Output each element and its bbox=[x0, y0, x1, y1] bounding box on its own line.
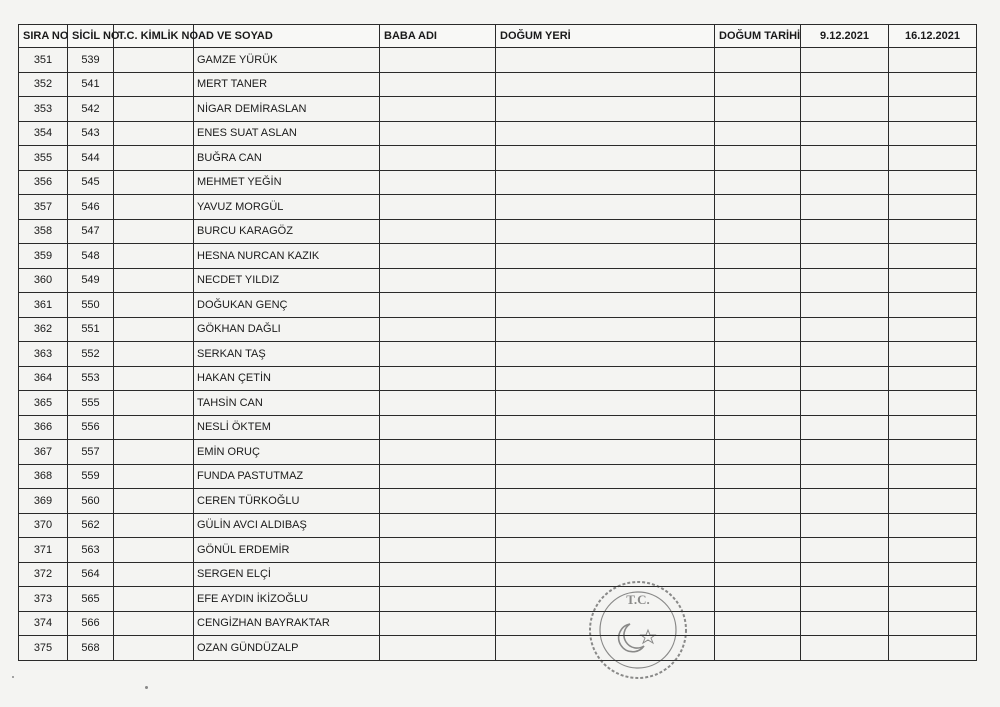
cell-baba-adi bbox=[380, 587, 496, 612]
cell-date-2 bbox=[889, 121, 977, 146]
cell-tc-kimlik-no bbox=[114, 538, 194, 563]
cell-baba-adi bbox=[380, 415, 496, 440]
cell-sicil-no: 563 bbox=[68, 538, 114, 563]
cell-dogum-tarihi bbox=[715, 440, 801, 465]
cell-dogum-tarihi bbox=[715, 391, 801, 416]
table-row bbox=[19, 440, 977, 465]
cell-sira-no: 364 bbox=[19, 366, 68, 391]
cell-date-1 bbox=[801, 611, 889, 636]
cell-baba-adi bbox=[380, 611, 496, 636]
attendance-table bbox=[18, 24, 977, 661]
cell-ad-soyad: BUĞRA CAN bbox=[194, 146, 380, 171]
table-row bbox=[19, 489, 977, 514]
cell-baba-adi bbox=[380, 317, 496, 342]
cell-date-1 bbox=[801, 464, 889, 489]
cell-dogum-tarihi bbox=[715, 72, 801, 97]
header-tc-kimlik-no: T.C. KİMLİK NO bbox=[114, 25, 194, 48]
header-ad-soyad: AD VE SOYAD bbox=[194, 25, 380, 48]
cell-dogum-tarihi bbox=[715, 121, 801, 146]
cell-sicil-no: 559 bbox=[68, 464, 114, 489]
table-row bbox=[19, 587, 977, 612]
cell-date-2 bbox=[889, 464, 977, 489]
cell-baba-adi bbox=[380, 195, 496, 220]
cell-sira-no: 368 bbox=[19, 464, 68, 489]
cell-ad-soyad: CEREN TÜRKOĞLU bbox=[194, 489, 380, 514]
cell-date-2 bbox=[889, 562, 977, 587]
cell-date-2 bbox=[889, 513, 977, 538]
cell-dogum-yeri bbox=[496, 219, 715, 244]
cell-sicil-no: 544 bbox=[68, 146, 114, 171]
table-row bbox=[19, 464, 977, 489]
cell-sicil-no: 564 bbox=[68, 562, 114, 587]
cell-tc-kimlik-no bbox=[114, 219, 194, 244]
cell-baba-adi bbox=[380, 146, 496, 171]
cell-tc-kimlik-no bbox=[114, 513, 194, 538]
cell-tc-kimlik-no bbox=[114, 636, 194, 661]
cell-tc-kimlik-no bbox=[114, 48, 194, 73]
cell-dogum-tarihi bbox=[715, 489, 801, 514]
cell-tc-kimlik-no bbox=[114, 268, 194, 293]
cell-ad-soyad: ENES SUAT ASLAN bbox=[194, 121, 380, 146]
cell-date-1 bbox=[801, 48, 889, 73]
cell-dogum-yeri bbox=[496, 170, 715, 195]
table-row bbox=[19, 391, 977, 416]
print-speck bbox=[145, 686, 148, 689]
cell-tc-kimlik-no bbox=[114, 464, 194, 489]
table-row bbox=[19, 268, 977, 293]
table-row bbox=[19, 146, 977, 171]
table-row bbox=[19, 513, 977, 538]
cell-ad-soyad: SERGEN ELÇİ bbox=[194, 562, 380, 587]
cell-sira-no: 351 bbox=[19, 48, 68, 73]
cell-sira-no: 375 bbox=[19, 636, 68, 661]
table-row bbox=[19, 317, 977, 342]
print-speck bbox=[12, 676, 14, 678]
cell-sira-no: 371 bbox=[19, 538, 68, 563]
cell-dogum-yeri bbox=[496, 293, 715, 318]
table-row bbox=[19, 48, 977, 73]
cell-baba-adi bbox=[380, 464, 496, 489]
table-row bbox=[19, 366, 977, 391]
cell-date-2 bbox=[889, 195, 977, 220]
cell-date-1 bbox=[801, 440, 889, 465]
header-date-2: 16.12.2021 bbox=[889, 25, 977, 48]
cell-dogum-tarihi bbox=[715, 415, 801, 440]
cell-ad-soyad: HESNA NURCAN KAZIK bbox=[194, 244, 380, 269]
cell-date-2 bbox=[889, 538, 977, 563]
cell-sicil-no: 565 bbox=[68, 587, 114, 612]
cell-dogum-yeri bbox=[496, 489, 715, 514]
table-row bbox=[19, 170, 977, 195]
cell-date-2 bbox=[889, 48, 977, 73]
cell-date-1 bbox=[801, 587, 889, 612]
cell-tc-kimlik-no bbox=[114, 342, 194, 367]
table-row bbox=[19, 636, 977, 661]
official-seal-icon bbox=[586, 578, 690, 682]
cell-ad-soyad: FUNDA PASTUTMAZ bbox=[194, 464, 380, 489]
cell-sira-no: 354 bbox=[19, 121, 68, 146]
cell-date-1 bbox=[801, 170, 889, 195]
header-dogum-yeri: DOĞUM YERİ bbox=[496, 25, 715, 48]
table-body bbox=[19, 48, 977, 661]
cell-baba-adi bbox=[380, 48, 496, 73]
cell-baba-adi bbox=[380, 97, 496, 122]
cell-baba-adi bbox=[380, 170, 496, 195]
cell-sira-no: 355 bbox=[19, 146, 68, 171]
cell-baba-adi bbox=[380, 72, 496, 97]
cell-ad-soyad: NESLİ ÖKTEM bbox=[194, 415, 380, 440]
cell-tc-kimlik-no bbox=[114, 317, 194, 342]
header-row bbox=[19, 25, 977, 48]
cell-sicil-no: 547 bbox=[68, 219, 114, 244]
cell-date-2 bbox=[889, 317, 977, 342]
cell-dogum-tarihi bbox=[715, 636, 801, 661]
cell-sira-no: 360 bbox=[19, 268, 68, 293]
cell-date-2 bbox=[889, 97, 977, 122]
cell-date-1 bbox=[801, 268, 889, 293]
cell-ad-soyad: NİGAR DEMİRASLAN bbox=[194, 97, 380, 122]
cell-dogum-tarihi bbox=[715, 342, 801, 367]
seal-text: T.C. bbox=[626, 592, 650, 607]
cell-date-1 bbox=[801, 538, 889, 563]
cell-dogum-tarihi bbox=[715, 464, 801, 489]
cell-date-2 bbox=[889, 268, 977, 293]
cell-date-2 bbox=[889, 587, 977, 612]
cell-tc-kimlik-no bbox=[114, 366, 194, 391]
cell-ad-soyad: CENGİZHAN BAYRAKTAR bbox=[194, 611, 380, 636]
cell-sicil-no: 545 bbox=[68, 170, 114, 195]
cell-sicil-no: 557 bbox=[68, 440, 114, 465]
cell-baba-adi bbox=[380, 244, 496, 269]
cell-date-1 bbox=[801, 317, 889, 342]
cell-date-1 bbox=[801, 244, 889, 269]
cell-ad-soyad: OZAN GÜNDÜZALP bbox=[194, 636, 380, 661]
header-date-1: 9.12.2021 bbox=[801, 25, 889, 48]
header-sira-no: SIRA NO bbox=[19, 25, 68, 48]
cell-sicil-no: 560 bbox=[68, 489, 114, 514]
cell-date-1 bbox=[801, 121, 889, 146]
cell-tc-kimlik-no bbox=[114, 391, 194, 416]
cell-dogum-yeri bbox=[496, 464, 715, 489]
cell-tc-kimlik-no bbox=[114, 195, 194, 220]
cell-sicil-no: 566 bbox=[68, 611, 114, 636]
table-row bbox=[19, 562, 977, 587]
table-row bbox=[19, 219, 977, 244]
cell-ad-soyad: DOĞUKAN GENÇ bbox=[194, 293, 380, 318]
cell-date-1 bbox=[801, 415, 889, 440]
table-row bbox=[19, 195, 977, 220]
cell-ad-soyad: GAMZE YÜRÜK bbox=[194, 48, 380, 73]
cell-baba-adi bbox=[380, 440, 496, 465]
cell-ad-soyad: YAVUZ MORGÜL bbox=[194, 195, 380, 220]
cell-ad-soyad: SERKAN TAŞ bbox=[194, 342, 380, 367]
cell-date-2 bbox=[889, 391, 977, 416]
cell-baba-adi bbox=[380, 391, 496, 416]
cell-tc-kimlik-no bbox=[114, 244, 194, 269]
cell-sicil-no: 546 bbox=[68, 195, 114, 220]
cell-dogum-tarihi bbox=[715, 293, 801, 318]
cell-ad-soyad: BURCU KARAGÖZ bbox=[194, 219, 380, 244]
cell-dogum-yeri bbox=[496, 342, 715, 367]
cell-dogum-tarihi bbox=[715, 170, 801, 195]
cell-ad-soyad: TAHSİN CAN bbox=[194, 391, 380, 416]
cell-baba-adi bbox=[380, 268, 496, 293]
cell-sicil-no: 553 bbox=[68, 366, 114, 391]
cell-baba-adi bbox=[380, 562, 496, 587]
cell-ad-soyad: HAKAN ÇETİN bbox=[194, 366, 380, 391]
cell-dogum-yeri bbox=[496, 268, 715, 293]
cell-dogum-yeri bbox=[496, 513, 715, 538]
cell-tc-kimlik-no bbox=[114, 562, 194, 587]
cell-dogum-tarihi bbox=[715, 538, 801, 563]
cell-tc-kimlik-no bbox=[114, 97, 194, 122]
cell-date-1 bbox=[801, 219, 889, 244]
cell-tc-kimlik-no bbox=[114, 72, 194, 97]
cell-baba-adi bbox=[380, 121, 496, 146]
cell-dogum-yeri bbox=[496, 48, 715, 73]
cell-sira-no: 374 bbox=[19, 611, 68, 636]
cell-sicil-no: 543 bbox=[68, 121, 114, 146]
cell-tc-kimlik-no bbox=[114, 293, 194, 318]
cell-dogum-tarihi bbox=[715, 48, 801, 73]
cell-date-2 bbox=[889, 170, 977, 195]
cell-date-2 bbox=[889, 415, 977, 440]
cell-ad-soyad: EFE AYDIN İKİZOĞLU bbox=[194, 587, 380, 612]
cell-date-1 bbox=[801, 489, 889, 514]
cell-date-1 bbox=[801, 97, 889, 122]
cell-sira-no: 361 bbox=[19, 293, 68, 318]
cell-dogum-tarihi bbox=[715, 268, 801, 293]
cell-date-1 bbox=[801, 195, 889, 220]
cell-ad-soyad: GÖNÜL ERDEMİR bbox=[194, 538, 380, 563]
cell-ad-soyad: MERT TANER bbox=[194, 72, 380, 97]
cell-tc-kimlik-no bbox=[114, 587, 194, 612]
cell-date-2 bbox=[889, 244, 977, 269]
cell-dogum-tarihi bbox=[715, 611, 801, 636]
cell-date-2 bbox=[889, 440, 977, 465]
cell-ad-soyad: EMİN ORUÇ bbox=[194, 440, 380, 465]
cell-sira-no: 356 bbox=[19, 170, 68, 195]
cell-date-2 bbox=[889, 219, 977, 244]
cell-baba-adi bbox=[380, 513, 496, 538]
cell-sicil-no: 548 bbox=[68, 244, 114, 269]
cell-dogum-tarihi bbox=[715, 219, 801, 244]
cell-sira-no: 352 bbox=[19, 72, 68, 97]
cell-sira-no: 362 bbox=[19, 317, 68, 342]
cell-dogum-yeri bbox=[496, 195, 715, 220]
cell-date-1 bbox=[801, 636, 889, 661]
cell-sira-no: 358 bbox=[19, 219, 68, 244]
cell-sira-no: 357 bbox=[19, 195, 68, 220]
cell-date-2 bbox=[889, 611, 977, 636]
cell-dogum-yeri bbox=[496, 415, 715, 440]
cell-sira-no: 370 bbox=[19, 513, 68, 538]
header-baba-adi: BABA ADI bbox=[380, 25, 496, 48]
table-row bbox=[19, 538, 977, 563]
cell-tc-kimlik-no bbox=[114, 121, 194, 146]
cell-date-2 bbox=[889, 636, 977, 661]
cell-baba-adi bbox=[380, 219, 496, 244]
table-row bbox=[19, 121, 977, 146]
cell-dogum-tarihi bbox=[715, 97, 801, 122]
cell-date-1 bbox=[801, 366, 889, 391]
cell-dogum-yeri bbox=[496, 72, 715, 97]
cell-sicil-no: 550 bbox=[68, 293, 114, 318]
table-row bbox=[19, 611, 977, 636]
cell-date-1 bbox=[801, 391, 889, 416]
cell-tc-kimlik-no bbox=[114, 170, 194, 195]
cell-sira-no: 366 bbox=[19, 415, 68, 440]
cell-date-2 bbox=[889, 146, 977, 171]
header-sicil-no: SİCİL NO bbox=[68, 25, 114, 48]
cell-sira-no: 372 bbox=[19, 562, 68, 587]
cell-sira-no: 373 bbox=[19, 587, 68, 612]
cell-tc-kimlik-no bbox=[114, 489, 194, 514]
cell-sicil-no: 551 bbox=[68, 317, 114, 342]
cell-sicil-no: 568 bbox=[68, 636, 114, 661]
cell-sicil-no: 556 bbox=[68, 415, 114, 440]
cell-sicil-no: 552 bbox=[68, 342, 114, 367]
cell-dogum-tarihi bbox=[715, 317, 801, 342]
cell-baba-adi bbox=[380, 636, 496, 661]
cell-ad-soyad: MEHMET YEĞİN bbox=[194, 170, 380, 195]
cell-ad-soyad: GÜLİN AVCI ALDIBAŞ bbox=[194, 513, 380, 538]
cell-sicil-no: 541 bbox=[68, 72, 114, 97]
cell-tc-kimlik-no bbox=[114, 146, 194, 171]
cell-baba-adi bbox=[380, 342, 496, 367]
cell-date-2 bbox=[889, 489, 977, 514]
cell-dogum-yeri bbox=[496, 538, 715, 563]
cell-date-2 bbox=[889, 366, 977, 391]
cell-date-2 bbox=[889, 72, 977, 97]
cell-tc-kimlik-no bbox=[114, 611, 194, 636]
cell-sira-no: 353 bbox=[19, 97, 68, 122]
cell-dogum-tarihi bbox=[715, 366, 801, 391]
cell-dogum-yeri bbox=[496, 366, 715, 391]
cell-dogum-yeri bbox=[496, 146, 715, 171]
cell-dogum-tarihi bbox=[715, 146, 801, 171]
header-dogum-tarihi: DOĞUM TARİHİ bbox=[715, 25, 801, 48]
table-row bbox=[19, 415, 977, 440]
cell-baba-adi bbox=[380, 489, 496, 514]
cell-dogum-yeri bbox=[496, 391, 715, 416]
cell-sicil-no: 539 bbox=[68, 48, 114, 73]
cell-sira-no: 359 bbox=[19, 244, 68, 269]
cell-sira-no: 363 bbox=[19, 342, 68, 367]
cell-baba-adi bbox=[380, 366, 496, 391]
cell-tc-kimlik-no bbox=[114, 440, 194, 465]
cell-dogum-tarihi bbox=[715, 513, 801, 538]
cell-date-2 bbox=[889, 293, 977, 318]
cell-date-1 bbox=[801, 146, 889, 171]
table-row bbox=[19, 293, 977, 318]
cell-dogum-yeri bbox=[496, 244, 715, 269]
cell-date-1 bbox=[801, 72, 889, 97]
table-row bbox=[19, 97, 977, 122]
cell-date-2 bbox=[889, 342, 977, 367]
cell-dogum-tarihi bbox=[715, 587, 801, 612]
cell-ad-soyad: GÖKHAN DAĞLI bbox=[194, 317, 380, 342]
cell-sicil-no: 542 bbox=[68, 97, 114, 122]
cell-dogum-yeri bbox=[496, 317, 715, 342]
cell-sicil-no: 562 bbox=[68, 513, 114, 538]
cell-sicil-no: 549 bbox=[68, 268, 114, 293]
cell-dogum-yeri bbox=[496, 121, 715, 146]
cell-sira-no: 365 bbox=[19, 391, 68, 416]
cell-sira-no: 369 bbox=[19, 489, 68, 514]
cell-tc-kimlik-no bbox=[114, 415, 194, 440]
cell-date-1 bbox=[801, 293, 889, 318]
cell-baba-adi bbox=[380, 538, 496, 563]
cell-dogum-yeri bbox=[496, 440, 715, 465]
cell-date-1 bbox=[801, 562, 889, 587]
table-row bbox=[19, 244, 977, 269]
cell-date-1 bbox=[801, 342, 889, 367]
cell-dogum-tarihi bbox=[715, 195, 801, 220]
cell-ad-soyad: NECDET YILDIZ bbox=[194, 268, 380, 293]
cell-sicil-no: 555 bbox=[68, 391, 114, 416]
cell-date-1 bbox=[801, 513, 889, 538]
cell-dogum-yeri bbox=[496, 97, 715, 122]
cell-sira-no: 367 bbox=[19, 440, 68, 465]
cell-baba-adi bbox=[380, 293, 496, 318]
cell-dogum-tarihi bbox=[715, 244, 801, 269]
table-row bbox=[19, 342, 977, 367]
cell-dogum-tarihi bbox=[715, 562, 801, 587]
table-row bbox=[19, 72, 977, 97]
